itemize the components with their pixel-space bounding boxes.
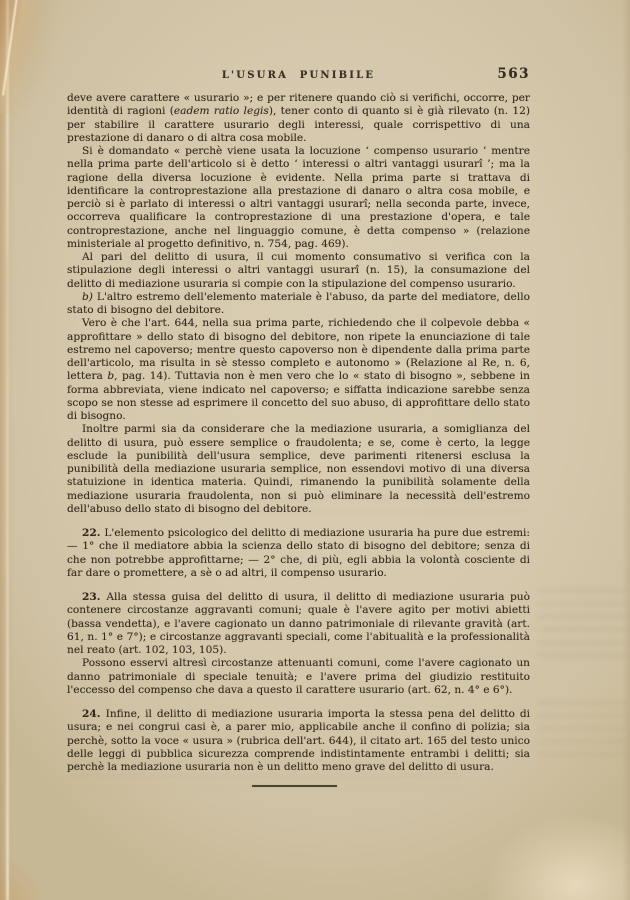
text-segment: deve avere carattere « usurario »; e per ritenere quando ciò si verifichi, occorre, per identità di ragioni (: [67, 92, 530, 118]
text-segment: Vero è che l'art. 644, nella sua prima parte, richiedendo che il colpevole debba « approfittare » dello stato di bisogno del debitore, non ripete la enunciazione di tale estremo nel capoverso; mentre questo capoverso non è dipendente dalla prima parte dell'articolo, ma risulta in sè stesso completo e autonomo » (Relazione al Re, n. 6, lettera: [67, 317, 530, 383]
text-block: [67, 92, 530, 774]
text-segment: 23.: [82, 591, 107, 603]
page-header: [67, 66, 530, 88]
text-segment: Inoltre parmi sia da considerare che la mediazione usuraria, a somiglianza del delitto di usura, può essere semplice o fraudolenta; e se, come è certo, la legge esclude la punibilità dell'usura semplice, deve parimenti ritenersi esclusa la punibilità della mediazione usuraria semplice, non essendovi motivo di una diversa statuizione in identica materia. Quindi, rimanendo la punibilità solamente della mediazione usuraria fraudolenta, non si può eliminare la necessità dell'estremo dell'abuso dello stato di bisogno del debitore.: [67, 423, 530, 515]
text-segment: Si è domandato « perchè viene usata la locuzione ‘ compenso usurario ’ mentre nella prima parte dell'articolo si è detto ‘ interessi o altri vantaggi usurarî ’; ma la ragione della diversa locuzione è evidente. Nella prima parte si trattava di identificare la controprestazione alla prestazione di danaro o altra cosa mobile, e perciò si è parlato di interessi o altri vantaggi usurarî; nella seconda parte, invece, occorreva qualificare la controprestazione di una prestazione d'opera, e tale controprestazione, anche nel linguaggio comune, è detta compenso » (relazione ministeriale al progetto definitivo, n. 754, pag. 469).: [67, 145, 530, 250]
paragraph: [67, 527, 530, 580]
text-segment: L'altro estremo dell'elemento materiale è l'abuso, da parte del mediatore, dello stato di bisogno del debitore.: [67, 290, 530, 316]
ink-bleedthrough: [538, 588, 626, 666]
paragraph: [67, 92, 530, 145]
page-right-edge-shadow: [622, 0, 630, 900]
text-segment: , pag. 14). Tuttavia non è men vero che lo « stato di bisogno », sebbene in forma abbreviata, viene indicato nel capoverso; e siffatta indicazione sarebbe senza scopo se non stesse ad esprimere il concetto del suo abuso, di approfittare dello stato di bisogno.: [67, 370, 530, 422]
paragraph: [67, 145, 530, 251]
text-segment: b): [82, 290, 97, 303]
ink-bleedthrough: [538, 700, 626, 762]
text-segment: L'elemento psicologico del delitto di mediazione usuraria ha pure due estremi: — 1° che il mediatore abbia la scienza dello stato di bisogno del debitore; senza di che non potrebbe approfittarne; — 2° che, di più, egli abbia la volontà cosciente di far dare o promettere, a sè o ad altri, il compenso usurario.: [67, 527, 530, 579]
text-segment: Possono esservi altresì circostanze attenuanti comuni, come l'avere cagionato un danno patrimoniale di speciale tenuità; e l'avere prima del giudizio restituito l'eccesso del compenso che dava a questo il carattere usurario (art. 62, n. 4° e 6°).: [67, 657, 530, 696]
text-segment: Alla stessa guisa del delitto di usura, il delitto di mediazione usuraria può contenere circostanze aggravanti comuni; quale è l'avere agito per motivi abietti (bassa vendetta), e l'avere cagionato un danno patrimoniale di rilevante gravità (art. 61, n. 1° e 7°); e circostanze aggravanti speciali, come l'abitualità e la professionalità nel reato (art. 102, 103, 105).: [67, 591, 531, 656]
text-segment: eadem ratio legis: [173, 105, 269, 118]
section-end-rule: [252, 785, 337, 787]
paragraph: [67, 251, 530, 291]
text-segment: ), tener conto di quanto si è già rilevato (n. 12) per stabilire il carattere usurario degli interessi, quale corrispettivo di una prestazione di danaro o di altra cosa mobile.: [67, 105, 530, 144]
paragraph: [67, 317, 530, 423]
page-number: 563: [497, 66, 530, 82]
text-segment: b: [107, 370, 115, 383]
text-segment: Infine, il delitto di mediazione usuraria importa la stessa pena del delitto di usura; e nei congrui casi è, a parer mio, applicabile anche il confino di polizia; sia perchè, sotto la voce « usura » (rubrica dell'art. 644), il citato art. 165 del testo unico delle leggi di pubblica sicurezza comprende indistintamente entrambi i delitti; sia perchè la mediazione usuraria non è un delitto meno grave del delitto di usura.: [67, 708, 530, 773]
paragraph: [67, 291, 530, 318]
running-title: L'USURA PUNIBILE: [221, 70, 376, 81]
spine-crease-highlight: [6, 0, 9, 900]
text-segment: Al pari del delitto di usura, il cui momento consumativo si verifica con la stipulazione degli interessi o altri vantaggi usurarî (n. 15), la consumazione del delitto di mediazione usuraria si compie con la stipulazione del compenso usurario.: [67, 251, 530, 290]
paragraph: [67, 708, 530, 774]
paragraph: [67, 591, 530, 657]
paragraph: [67, 657, 530, 697]
paragraph: [67, 423, 530, 516]
text-segment: 22.: [82, 527, 105, 539]
text-segment: 24.: [82, 708, 106, 720]
